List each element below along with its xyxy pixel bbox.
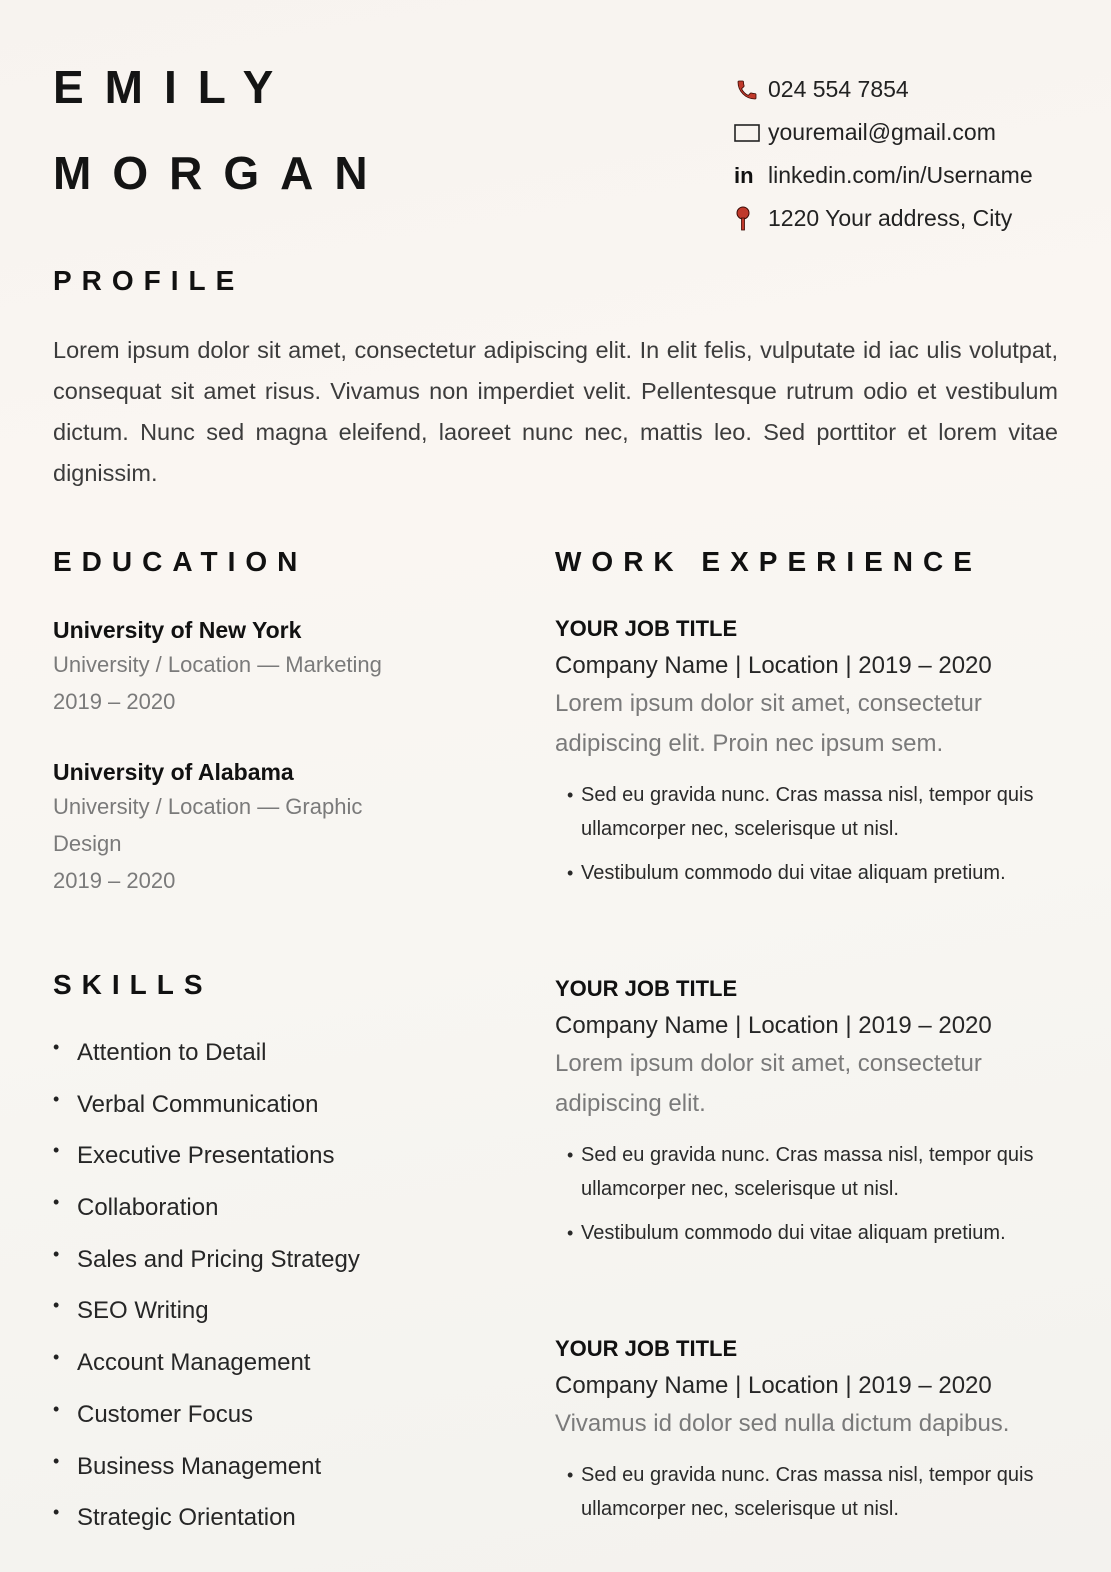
job-entry — [555, 1334, 1065, 1536]
linkedin-icon: in — [734, 162, 754, 188]
education-school: University of Alabama — [53, 759, 294, 785]
job-title: YOUR JOB TITLE — [555, 1336, 738, 1361]
contact-linkedin — [734, 154, 1094, 197]
skill-item: • Collaboration — [53, 1185, 473, 1237]
skill-item: • Verbal Communication — [53, 1082, 473, 1134]
job-title: YOUR JOB TITLE — [555, 616, 738, 641]
job-bullet: • Vestibulum commodo dui vitae aliquam pretium. — [555, 1216, 1065, 1250]
skills-heading: SKILLS — [53, 969, 213, 1000]
skill-item: • Business Management — [53, 1444, 473, 1496]
skill-item: • Account Management — [53, 1340, 473, 1392]
education-school: University of New York — [53, 617, 302, 643]
contact-block — [734, 68, 1094, 240]
job-company: Company Name | Location | 2019 – 2020 — [555, 652, 992, 679]
phone-text[interactable]: 024 554 7854 — [768, 76, 909, 102]
skill-item: • Attention to Detail — [53, 1030, 473, 1082]
job-bullet: • Sed eu gravida nunc. Cras massa nisl, tempor quis ullamcorper nec, scelerisque ut nisl. — [555, 778, 1065, 846]
education-years: 2019 – 2020 — [53, 689, 176, 714]
job-bullets — [555, 778, 1065, 890]
last-name: MORGAN — [53, 147, 389, 199]
contact-phone — [734, 68, 1094, 111]
education-item — [53, 756, 433, 899]
contact-email — [734, 111, 1094, 154]
first-name: EMILY — [53, 61, 295, 113]
email-text[interactable]: youremail@gmail.com — [768, 119, 996, 145]
phone-icon — [734, 77, 760, 103]
skill-item: • Customer Focus — [53, 1392, 473, 1444]
skill-item: • SEO Writing — [53, 1288, 473, 1340]
job-description: Lorem ipsum dolor sit amet, consectetur adipiscing elit. — [555, 1050, 982, 1117]
work-heading: WORK EXPERIENCE — [555, 546, 982, 577]
job-entry — [555, 974, 1065, 1260]
education-detail: University / Location — Marketing — [53, 652, 382, 677]
skill-item: • Executive Presentations — [53, 1133, 473, 1185]
profile-heading: PROFILE — [53, 265, 245, 296]
education-heading: EDUCATION — [53, 546, 308, 577]
contact-address — [734, 197, 1094, 240]
education-item — [53, 614, 473, 720]
education-years: 2019 – 2020 — [53, 868, 176, 893]
job-company: Company Name | Location | 2019 – 2020 — [555, 1012, 992, 1039]
skill-item: • Sales and Pricing Strategy — [53, 1237, 473, 1289]
job-entry — [555, 614, 1065, 900]
job-description: Lorem ipsum dolor sit amet, consectetur adipiscing elit. Proin nec ipsum sem. — [555, 690, 982, 757]
email-icon — [734, 120, 760, 146]
job-bullets — [555, 1138, 1065, 1250]
job-title: YOUR JOB TITLE — [555, 976, 738, 1001]
skill-item: • Strategic Orientation — [53, 1495, 473, 1547]
linkedin-text[interactable]: linkedin.com/in/Username — [768, 162, 1033, 188]
profile-text: Lorem ipsum dolor sit amet, consectetur adipiscing elit. In elit felis, vulputate id iac ulis volutpat, consequat sit amet risus. Vivamus non imperdiet velit. Pellentesque rutrum odio et vestibulum dictum. Nunc sed magna eleifend, laoreet nunc nec, mattis leo. Sed porttitor et lorem vitae dignissim. — [53, 337, 1058, 486]
skills-list — [53, 1030, 473, 1547]
job-description: Vivamus id dolor sed nulla dictum dapibus. — [555, 1410, 1010, 1437]
location-pin-icon — [734, 206, 760, 232]
job-bullets — [555, 1458, 1065, 1526]
job-bullet: • Vestibulum commodo dui vitae aliquam pretium. — [555, 856, 1065, 890]
job-bullet: • Sed eu gravida nunc. Cras massa nisl, tempor quis ullamcorper nec, scelerisque ut nisl. — [555, 1138, 1065, 1206]
address-text: 1220 Your address, City — [768, 205, 1013, 231]
job-company: Company Name | Location | 2019 – 2020 — [555, 1372, 992, 1399]
job-bullet: • Sed eu gravida nunc. Cras massa nisl, tempor quis ullamcorper nec, scelerisque ut nisl. — [555, 1458, 1065, 1526]
education-detail: University / Location — Graphic Design — [53, 794, 363, 856]
